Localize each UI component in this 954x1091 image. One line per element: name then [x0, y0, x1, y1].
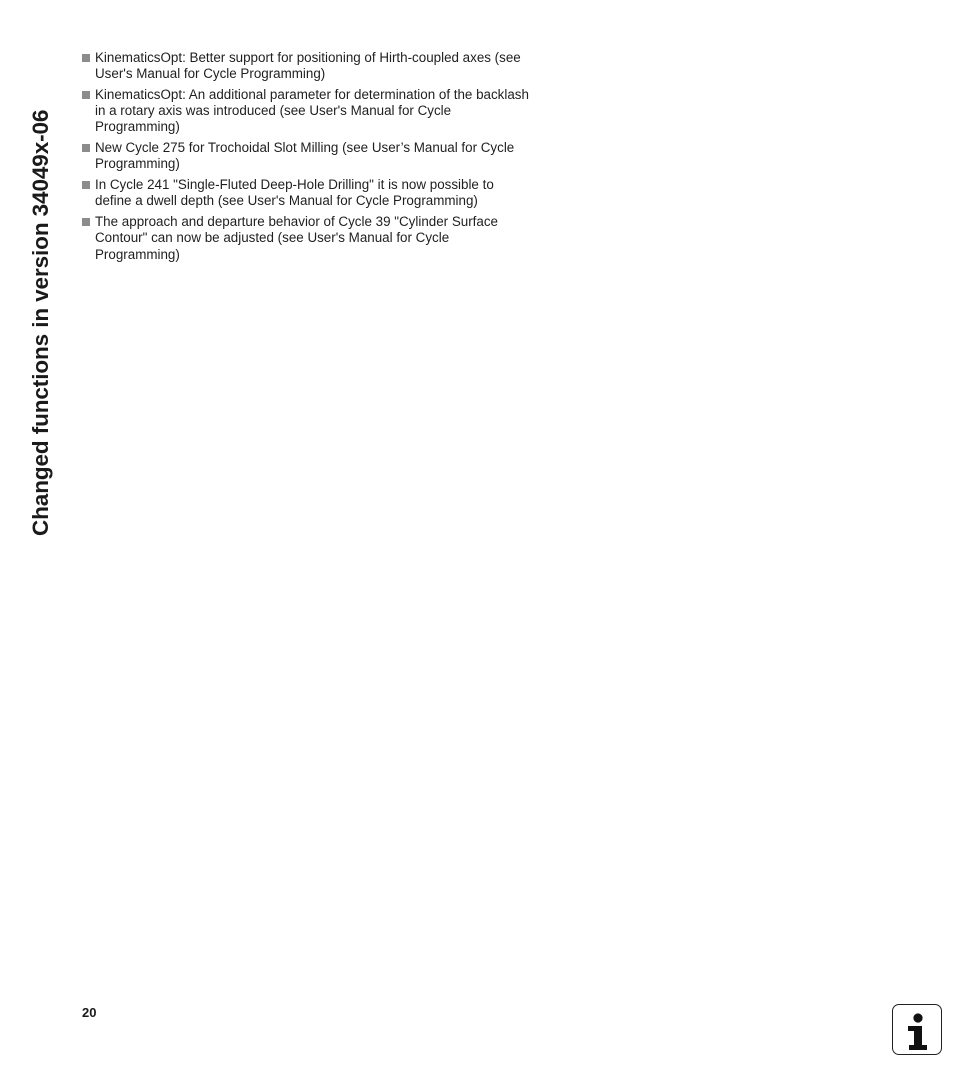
list-item-text: In Cycle 241 "Single-Fluted Deep-Hole Drilling" it is now possible to define a dwell depth (see User's Manual for Cycle Programming) — [95, 177, 494, 209]
list-item — [82, 140, 532, 172]
chapter-title: Changed functions in version 34049x-06 — [28, 109, 53, 536]
square-bullet-icon — [82, 144, 90, 152]
list-item-text: KinematicsOpt: An additional parameter for determination of the backlash in a rotary axis was introduced (see User's Manual for Cycle Programming) — [95, 87, 529, 135]
list-item-text: The approach and departure behavior of Cycle 39 "Cylinder Surface Contour" can now be adjusted (see User's Manual for Cycle Programming) — [95, 214, 498, 262]
square-bullet-icon — [82, 218, 90, 226]
page-number: 20 — [82, 1005, 97, 1020]
list-item-text: New Cycle 275 for Trochoidal Slot Milling (see User’s Manual for Cycle Programming) — [95, 140, 515, 172]
list-item — [82, 50, 532, 82]
square-bullet-icon — [82, 54, 90, 62]
list-item-text: KinematicsOpt: Better support for positioning of Hirth-coupled axes (see User's Manual for Cycle Programming) — [95, 50, 521, 82]
square-bullet-icon — [82, 91, 90, 99]
list-item — [82, 214, 532, 263]
list-item — [82, 177, 532, 209]
change-list — [82, 50, 532, 267]
list-item — [82, 87, 532, 136]
square-bullet-icon — [82, 181, 90, 189]
info-icon — [892, 1004, 942, 1055]
